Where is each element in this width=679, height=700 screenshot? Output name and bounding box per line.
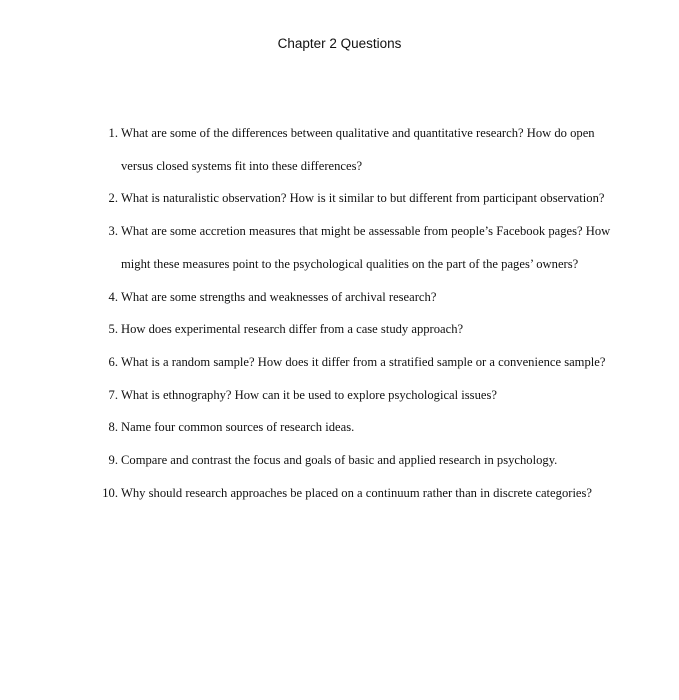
question-text: What is ethnography? How can it be used to explore psychological issues? bbox=[121, 387, 497, 402]
question-text: Why should research approaches be placed on a continuum rather than in discrete categories? bbox=[121, 485, 593, 500]
question-number: 2. bbox=[108, 191, 118, 206]
question-item bbox=[98, 215, 618, 280]
question-text: What are some accretion measures that might be assessable from people’s Facebook pages? How might these measures point to the psychological qualities on the part of the pages’ owners? bbox=[121, 224, 611, 271]
question-item bbox=[98, 477, 618, 510]
question-number: 1. bbox=[108, 126, 118, 140]
question-text: What are some strengths and weaknesses of archival research? bbox=[121, 289, 437, 304]
question-number: 7. bbox=[108, 387, 118, 402]
page-title: Chapter 2 Questions bbox=[277, 36, 402, 51]
question-text: Compare and contrast the focus and goals of basic and applied research in psychology. bbox=[121, 453, 558, 468]
question-number: 6. bbox=[108, 354, 118, 369]
question-item bbox=[98, 444, 618, 477]
question-number: 4. bbox=[108, 289, 118, 304]
question-text: What are some of the differences between qualitative and quantitative research? How do open versus closed systems fit into these differences? bbox=[121, 126, 595, 173]
question-number: 5. bbox=[108, 322, 118, 337]
question-item bbox=[98, 346, 618, 379]
question-number: 10. bbox=[102, 485, 118, 500]
question-text: How does experimental research differ from a case study approach? bbox=[121, 322, 464, 337]
question-item bbox=[98, 182, 618, 215]
question-item bbox=[98, 281, 618, 314]
question-number: 3. bbox=[108, 224, 118, 239]
question-item bbox=[98, 117, 618, 182]
question-item bbox=[98, 379, 618, 412]
question-number: 8. bbox=[108, 420, 118, 435]
question-list bbox=[98, 117, 618, 509]
question-item bbox=[98, 411, 618, 444]
question-text: What is naturalistic observation? How is it similar to but different from participant observation? bbox=[121, 191, 605, 206]
question-text: What is a random sample? How does it differ from a stratified sample or a convenience sample? bbox=[121, 354, 606, 369]
question-number: 9. bbox=[108, 453, 118, 468]
question-text: Name four common sources of research ideas. bbox=[121, 420, 355, 435]
question-item bbox=[98, 313, 618, 346]
